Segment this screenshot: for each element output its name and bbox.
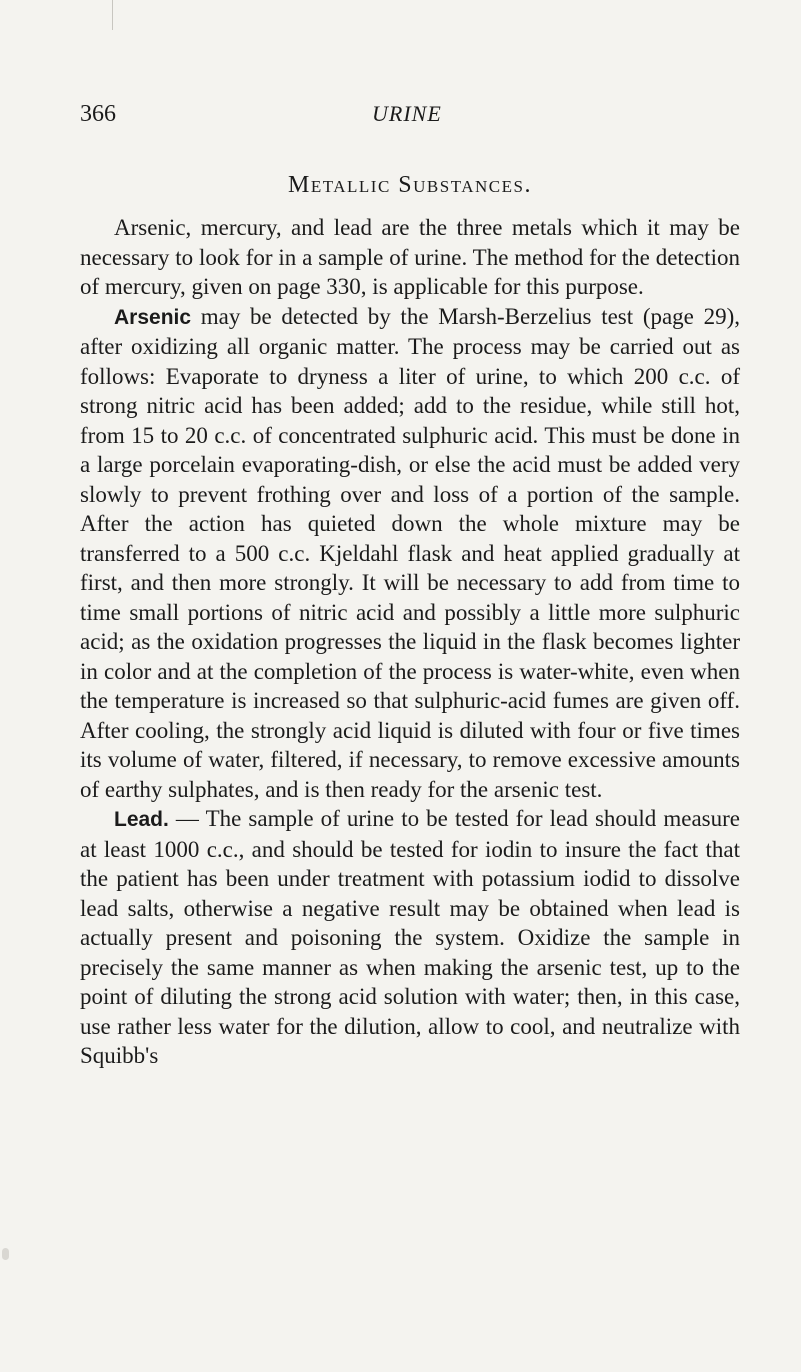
paragraph-lead [80,804,740,1071]
run-in-heading-arsenic: Arsenic [114,305,192,329]
paragraph-intro [80,213,740,302]
paragraph-arsenic-text: may be detected by the Marsh-Berzelius test (page 29), after oxidizing all organic matter. The process may be carried out as follows: Evaporate to dryness a liter of urine, to which 200 c.c. of strong nitric acid has been added; add to the residue, while still hot, from 15 to 20 c.c. of concentrated sulphuric acid. This must be done in a large porcelain evaporating-dish, or else the acid must be added very slowly to prevent frothing over and loss of a portion of the sample. After the action has quieted down the whole mixture may be transferred to a 500 c.c. Kjeldahl flask and heat applied gradually at first, and then more strongly. It will be necessary to add from time to time small portions of nitric acid and possibly a little more sulphuric acid; as the oxidation progresses the liquid in the flask becomes lighter in color and at the completion of the process is water-white, even when the temperature is increased so that sulphuric-acid fumes are given off. After cooling, the strongly acid liquid is diluted with four or five times its volume of water, filtered, if necessary, to remove excessive amounts of earthy sulphates, and is then ready for the arsenic test. [80,303,740,802]
body-text [80,213,740,1071]
running-head [80,101,740,135]
paper-speck [2,1248,9,1260]
paragraph-intro-text: Arsenic, mercury, and lead are the three metals which it may be necessary to look for in a sample of urine. The method for the detection of mercury, given on page 330, is applicable for this purpose. [80,215,740,299]
paragraph-arsenic [80,302,740,805]
page-number: 366 [80,101,116,127]
run-in-heading-lead: Lead. [114,808,169,831]
section-heading: Metallic Substances. [288,172,532,198]
paragraph-lead-text: — The sample of urine to be tested for lead should measure at least 1000 c.c., and should be tested for iodin to insure the fact that the patient has been under treatment with potassium iodid to dissolve lead salts, otherwise a negative result may be obtained when lead is actually present and poisoning the system. Oxidize the sample in precisely the same manner as when making the arsenic test, up to the point of diluting the strong acid solution with water; then, in this case, use rather less water for the dilution, allow to cool, and neutralize with Squibb's [80,806,740,1068]
page-edge-mark [112,0,113,30]
running-title: URINE [372,101,442,126]
